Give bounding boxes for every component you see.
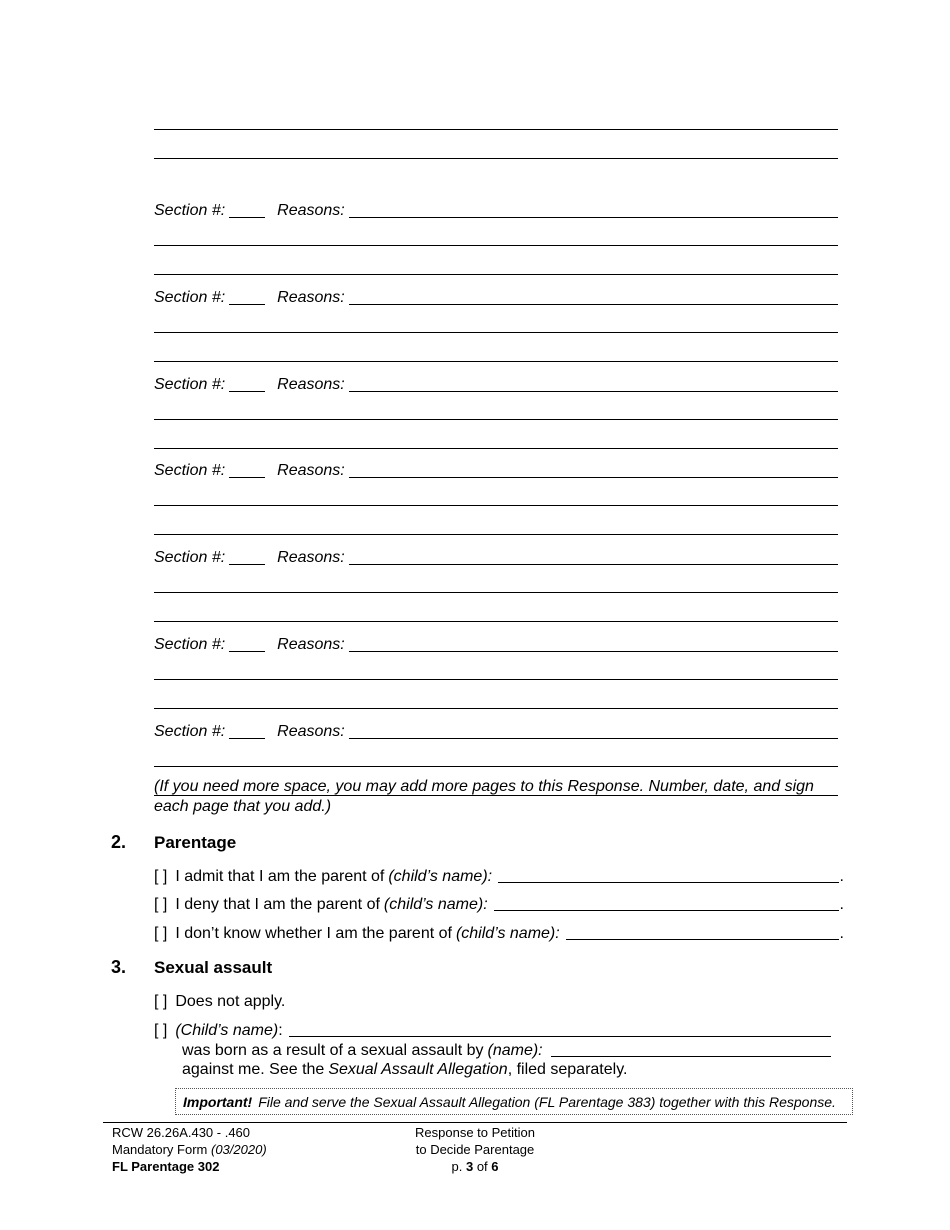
reasons-field[interactable] bbox=[349, 564, 838, 565]
section-number-label: Section #: bbox=[154, 462, 226, 479]
footer-divider bbox=[103, 1122, 847, 1123]
reasons-continuation-line[interactable] bbox=[154, 708, 838, 709]
parentage-deny-row bbox=[154, 892, 844, 914]
section-number-field[interactable] bbox=[229, 304, 265, 305]
reasons-label: Reasons: bbox=[277, 462, 345, 479]
footer-title-line2: to Decide Parentage bbox=[415, 1142, 535, 1157]
section-number-field[interactable] bbox=[229, 651, 265, 652]
colon: : bbox=[278, 1022, 283, 1039]
parentage-unknown-row bbox=[154, 921, 844, 943]
childs-name-hint: (Child’s name) bbox=[175, 1022, 279, 1039]
reasons-continuation-line[interactable] bbox=[154, 592, 838, 593]
page-of: of bbox=[476, 1159, 488, 1174]
section-number-field[interactable] bbox=[229, 564, 265, 565]
reasons-continuation-line[interactable] bbox=[154, 274, 838, 275]
section-number-field[interactable] bbox=[229, 738, 265, 739]
section-number-label: Section #: bbox=[154, 289, 226, 306]
section-reasons-row bbox=[154, 198, 838, 220]
section-reasons-row bbox=[154, 458, 838, 480]
reasons-label: Reasons: bbox=[277, 202, 345, 219]
section-number-2: 2. bbox=[111, 832, 127, 852]
period: . bbox=[839, 868, 844, 885]
childs-name-field[interactable] bbox=[494, 910, 839, 911]
reasons-continuation-line[interactable] bbox=[154, 419, 838, 420]
reasons-field[interactable] bbox=[349, 477, 838, 478]
page-total: 6 bbox=[491, 1159, 499, 1174]
does-not-apply-row bbox=[154, 989, 844, 1011]
reasons-label: Reasons: bbox=[277, 549, 345, 566]
period: . bbox=[839, 896, 844, 913]
page-prefix: p. bbox=[451, 1159, 463, 1174]
reasons-label: Reasons: bbox=[277, 289, 345, 306]
section-number-label: Section #: bbox=[154, 549, 226, 566]
section-reasons-row bbox=[154, 285, 838, 307]
childs-name-hint: (child’s name): bbox=[388, 868, 493, 885]
reasons-field[interactable] bbox=[349, 217, 838, 218]
blank-line[interactable] bbox=[154, 129, 838, 130]
reasons-field[interactable] bbox=[349, 391, 838, 392]
footer-title-line1: Response to Petition bbox=[415, 1125, 535, 1140]
section-title-sexual-assault: Sexual assault bbox=[154, 958, 273, 977]
checkbox[interactable]: [ ] bbox=[154, 896, 168, 913]
reasons-continuation-line[interactable] bbox=[154, 332, 838, 333]
name-hint: (name): bbox=[487, 1042, 543, 1059]
reasons-label: Reasons: bbox=[277, 376, 345, 393]
section-reasons-row bbox=[154, 545, 838, 567]
childs-name-field[interactable] bbox=[289, 1036, 831, 1037]
reasons-continuation-line[interactable] bbox=[154, 361, 838, 362]
footer-left bbox=[112, 1124, 267, 1175]
section-number-field[interactable] bbox=[229, 477, 265, 478]
section-number-field[interactable] bbox=[229, 391, 265, 392]
reasons-field[interactable] bbox=[349, 651, 838, 652]
deny-text: I deny that I am the parent of bbox=[175, 896, 380, 913]
childs-name-hint: (child’s name): bbox=[455, 925, 560, 942]
extra-pages-note: (If you need more space, you may add more pages to this Response. Number, date, and sign each page that you add.) bbox=[154, 778, 814, 815]
period: . bbox=[839, 925, 844, 942]
reasons-continuation-line[interactable] bbox=[154, 245, 838, 246]
important-text: File and serve the Sexual Assault Allegation (FL Parentage 383) together with this Response. bbox=[258, 1093, 836, 1110]
section-reasons-row bbox=[154, 372, 838, 394]
footer-mandatory-form bbox=[112, 1141, 267, 1158]
reasons-continuation-line[interactable] bbox=[154, 679, 838, 680]
section-reasons-row bbox=[154, 632, 838, 654]
section-number-label: Section #: bbox=[154, 202, 226, 219]
footer-center bbox=[386, 1124, 564, 1175]
see-allegation-row bbox=[182, 1057, 832, 1079]
reasons-continuation-line[interactable] bbox=[154, 621, 838, 622]
reasons-continuation-line[interactable] bbox=[154, 534, 838, 535]
sexual-assault-allegation-text: Sexual Assault Allegation bbox=[328, 1061, 508, 1078]
reasons-field[interactable] bbox=[349, 738, 838, 739]
section-number-label: Section #: bbox=[154, 636, 226, 653]
page-indicator bbox=[386, 1158, 564, 1175]
unknown-text: I don’t know whether I am the parent of bbox=[175, 925, 452, 942]
checkbox[interactable]: [ ] bbox=[154, 925, 168, 942]
against-me-text: against me. See the bbox=[182, 1061, 325, 1078]
important-notice bbox=[175, 1088, 853, 1115]
section-number-field[interactable] bbox=[229, 217, 265, 218]
childs-name-field[interactable] bbox=[566, 939, 839, 940]
section-title-parentage: Parentage bbox=[154, 833, 237, 852]
child-name-row bbox=[154, 1018, 832, 1040]
filed-separately-text: , filed separately. bbox=[507, 1061, 628, 1078]
checkbox[interactable]: [ ] bbox=[154, 1022, 168, 1039]
reasons-label: Reasons: bbox=[277, 636, 345, 653]
section-number-label: Section #: bbox=[154, 723, 226, 740]
childs-name-field[interactable] bbox=[498, 882, 838, 883]
mandatory-form-text: Mandatory Form bbox=[112, 1142, 208, 1157]
reasons-field[interactable] bbox=[349, 304, 838, 305]
page-number: 3 bbox=[465, 1159, 474, 1174]
childs-name-hint: (child’s name): bbox=[383, 896, 488, 913]
blank-line[interactable] bbox=[154, 766, 838, 767]
blank-line[interactable] bbox=[154, 158, 838, 159]
parentage-admit-row bbox=[154, 864, 844, 886]
born-as-result-text: was born as a result of a sexual assault by bbox=[182, 1042, 484, 1059]
section-number-label: Section #: bbox=[154, 376, 226, 393]
important-label: Important! bbox=[183, 1093, 253, 1110]
reasons-continuation-line[interactable] bbox=[154, 505, 838, 506]
section-reasons-row bbox=[154, 719, 838, 741]
does-not-apply-text: Does not apply. bbox=[175, 993, 286, 1010]
form-date: (03/2020) bbox=[211, 1142, 267, 1157]
footer-form-id: FL Parentage 302 bbox=[112, 1159, 220, 1174]
checkbox[interactable]: [ ] bbox=[154, 993, 168, 1010]
checkbox[interactable]: [ ] bbox=[154, 868, 168, 885]
footer-rcw: RCW 26.26A.430 - .460 bbox=[112, 1125, 251, 1140]
section-number-3: 3. bbox=[111, 957, 127, 977]
reasons-label: Reasons: bbox=[277, 723, 345, 740]
admit-text: I admit that I am the parent of bbox=[175, 868, 385, 885]
reasons-continuation-line[interactable] bbox=[154, 448, 838, 449]
